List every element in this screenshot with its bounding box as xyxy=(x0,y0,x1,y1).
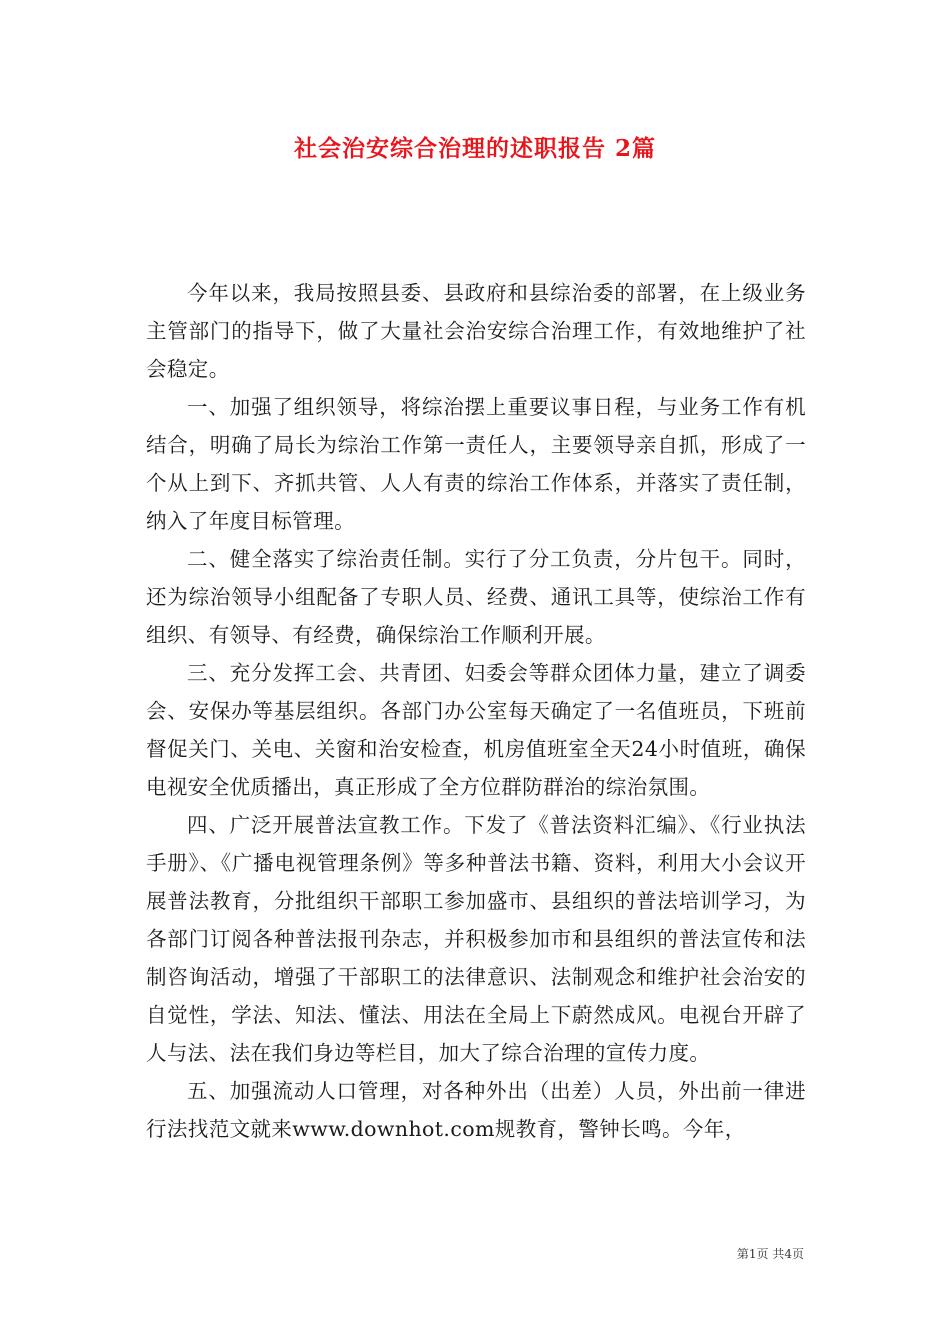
page-number: 第1页 共4页 xyxy=(736,1247,804,1261)
paragraph-section-5: 五、加强流动人口管理，对各种外出（出差）人员，外出前一律进行法找范文就来www.downhot.com规教育，警钟长鸣。今年， xyxy=(146,1079,806,1141)
paragraph-section-2: 二、健全落实了综治责任制。实行了分工负责，分片包干。同时，还为综治领导小组配备了专职人员、经费、通讯工具等，使综治工作有组织、有领导、有经费，确保综治工作顺利开展。 xyxy=(146,547,806,647)
paragraph-intro: 今年以来，我局按照县委、县政府和县综治委的部署，在上级业务主管部门的指导下，做了大量社会治安综合治理工作，有效地维护了社会稳定。 xyxy=(146,281,806,381)
document-body xyxy=(146,274,806,1148)
paragraph-section-4: 四、广泛开展普法宣教工作。下发了《普法资料汇编》、《行业执法手册》、《广播电视管理条例》等多种普法书籍、资料，利用大小会议开展普法教育，分批组织干部职工参加盛市、县组织的普法培训学习，为各部门订阅各种普法报刊杂志，并积极参加市和县组织的普法宣传和法制咨询活动，增强了干部职工的法律意识、法制观念和维护社会治安的自觉性，学法、知法、懂法、用法在全局上下蔚然成风。电视台开辟了人与法、法在我们身边等栏目，加大了综合治理的宣传力度。 xyxy=(146,813,806,1065)
paragraph-section-1: 一、加强了组织领导，将综治摆上重要议事日程，与业务工作有机结合，明确了局长为综治工作第一责任人，主要领导亲自抓，形成了一个从上到下、齐抓共管、人人有责的综治工作体系，并落实了责任制，纳入了年度目标管理。 xyxy=(146,395,806,533)
document-title: 社会治安综合治理的述职报告 2篇 xyxy=(293,135,656,162)
paragraph-section-3: 三、充分发挥工会、共青团、妇委会等群众团体力量，建立了调委会、安保办等基层组织。各部门办公室每天确定了一名值班员，下班前督促关门、关电、关窗和治安检查，机房值班室全天24小时值班，确保电视安全优质播出，真正形成了全方位群防群治的综治氛围。 xyxy=(146,661,806,799)
